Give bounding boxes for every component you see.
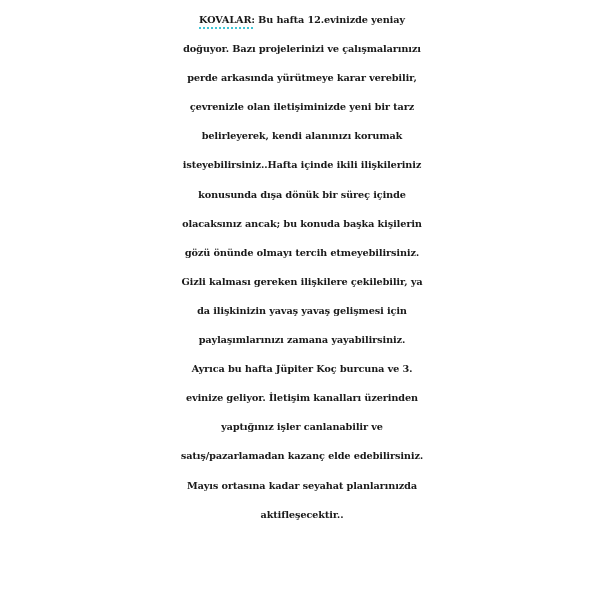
horoscope-line-10: Gizli kalması gereken ilişkilere çekilebilir, ya <box>181 276 423 288</box>
horoscope-line-8: olacaksınız ancak; bu konuda başka kişilerin <box>182 218 422 230</box>
horoscope-line-1-text: Bu hafta 12.evinizde yeniay <box>254 15 405 26</box>
horoscope-line-17: Mayıs ortasına kadar seyahat planlarınızda <box>186 480 418 492</box>
horoscope-line-12: paylaşımlarınızı zamana yayabilirsiniz. <box>198 335 406 347</box>
horoscope-line-4: çevrenizle olan iletişiminizde yeni bir tarz <box>189 102 415 114</box>
sign-label: KOVALAR: <box>199 15 255 26</box>
horoscope-line-3: perde arkasında yürütmeye karar verebilir, <box>187 73 417 85</box>
horoscope-line-15: yaptığınız işler canlanabilir ve <box>221 422 383 434</box>
horoscope-line-14: evinize geliyor. İletişim kanalları üzerinden <box>186 393 418 405</box>
horoscope-line-18: aktifleşecektir.. <box>260 509 344 521</box>
horoscope-line-16: satış/pazarlamadan kazanç elde edebilirsiniz. <box>180 451 424 463</box>
horoscope-line-11: da ilişkinizin yavaş yavaş gelişmesi için <box>197 305 407 317</box>
horoscope-line-1 <box>0 6 604 35</box>
horoscope-line-5: belirleyerek, kendi alanınızı korumak <box>201 131 403 143</box>
horoscope-line-2: doğuyor. Bazı projelerinizi ve çalışmalarınızı <box>183 44 421 56</box>
horoscope-line-6: isteyebilirsiniz..Hafta içinde ikili ilişkileriniz <box>182 160 422 172</box>
horoscope-line-13: Ayrıca bu hafta Jüpiter Koç burcuna ve 3. <box>191 364 413 376</box>
horoscope-line-7: konusunda dışa dönük bir süreç içinde <box>198 189 406 201</box>
horoscope-text <box>0 6 604 530</box>
horoscope-line-9: gözü önünde olmayı tercih etmeyebilirsiniz. <box>184 247 420 259</box>
